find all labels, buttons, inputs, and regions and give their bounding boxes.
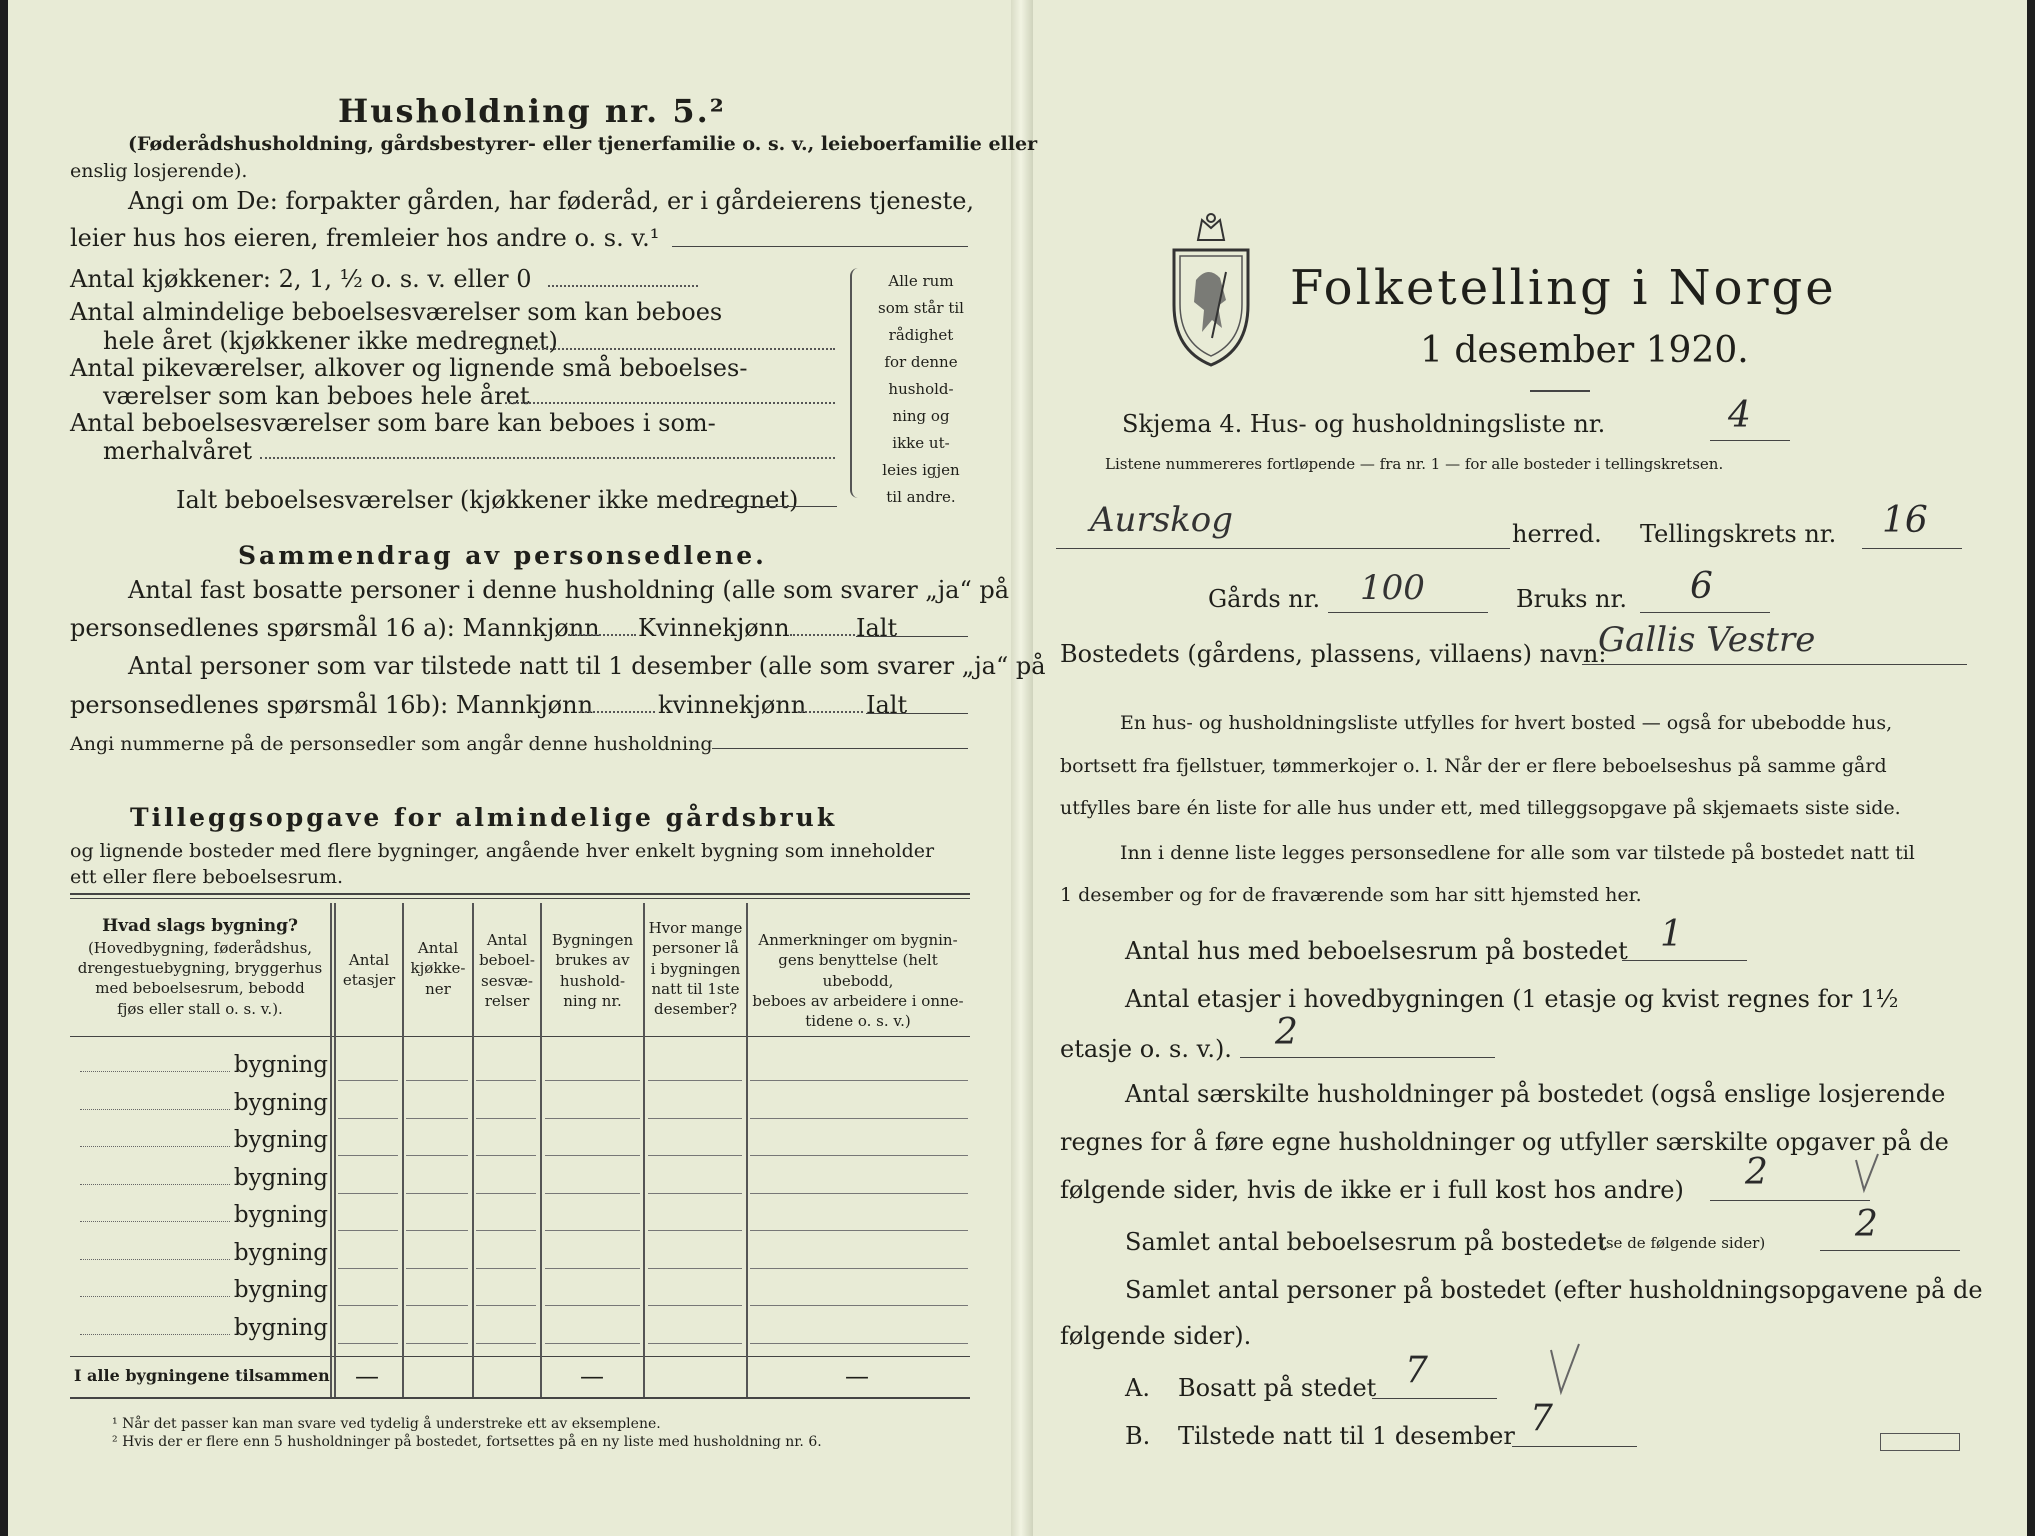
table-cell[interactable] — [406, 1193, 468, 1194]
saer-field[interactable] — [1710, 1200, 1870, 1201]
col-head-line: hushold- — [559, 971, 626, 990]
row-label: bygning — [233, 1127, 328, 1153]
tilstede-value[interactable]: 7 — [1530, 1398, 1553, 1439]
table-cell[interactable] — [648, 1230, 742, 1231]
table-cell[interactable] — [406, 1268, 468, 1269]
tilstede-label: Tilstede natt til 1 desember — [1178, 1422, 1515, 1450]
household-subtitle-1: (Føderådshusholdning, gårdsbestyrer- eller tjenerfamilie o. s. v., leieboerfamilie eller — [128, 133, 1038, 155]
tilstede-mann-field[interactable] — [580, 711, 655, 713]
angi-text-1: Angi om De: forpakter gården, har føderåd, er i gårdeierens tjeneste, — [128, 187, 975, 215]
title-rule — [1530, 390, 1590, 392]
bostedet-field[interactable] — [1582, 664, 1967, 665]
saer-label-1: Antal særskilte husholdninger på bostedet (også enslige losjerende — [1125, 1080, 1946, 1108]
col-head-line: brukes av — [555, 951, 630, 970]
household-title: Husholdning nr. 5.² — [338, 92, 726, 130]
tillegg-subtitle-2: ett eller flere beboelsesrum. — [70, 866, 344, 888]
table-cell[interactable] — [545, 1155, 640, 1156]
side-note-line: som står til — [878, 299, 964, 317]
table-cell[interactable] — [406, 1080, 468, 1081]
table-row — [70, 1165, 328, 1191]
table-cell[interactable] — [545, 1268, 640, 1269]
info-line-1: En hus- og husholdningsliste utfylles for hvert bosted — også for ubebodde hus, — [1120, 712, 1893, 734]
angi-text-2: leier hus hos eieren, fremleier hos andre o. s. v.¹ — [70, 224, 660, 252]
col-head-line: gens benyttelse (helt ubebodd, — [778, 951, 938, 990]
total-etasjer-dash: — — [355, 1362, 379, 1390]
col-desc-line: drengestuebygning, bryggerhus — [77, 959, 323, 978]
row-label: bygning — [233, 1239, 328, 1266]
pike-label-1: Antal pikeværelser, alkover og lignende små beboelses- — [70, 354, 748, 382]
table-cell[interactable] — [406, 1343, 468, 1344]
fast-text-2: personsedlenes spørsmål 16 a): Mannkjønn — [70, 614, 600, 642]
table-cell[interactable] — [406, 1305, 468, 1306]
nummerne-label: Angi nummerne på de personsedler som angår denne husholdning — [70, 733, 713, 755]
scan-edge-right — [2027, 0, 2035, 1536]
bruks-field[interactable] — [1640, 612, 1770, 613]
fast-text-1: Antal fast bosatte personer i denne husholdning (alle som svarer „ja“ på — [128, 576, 1010, 604]
col-head-line: Hvor mange — [648, 919, 743, 937]
hus-value[interactable]: 1 — [1660, 914, 1683, 955]
table-cell[interactable] — [338, 1155, 398, 1156]
tellingskrets-value[interactable]: 16 — [1882, 500, 1928, 541]
col-head-line: ning nr. — [563, 991, 622, 1010]
tillegg-subtitle-1: og lignende bosteder med flere bygninger, angående hver enkelt bygning som inneholder — [70, 840, 935, 862]
building-type-field[interactable] — [80, 1109, 230, 1110]
etasjer-field[interactable] — [1240, 1057, 1495, 1058]
table-cell[interactable] — [648, 1305, 742, 1306]
tilstede-ialt-label: Ialt — [866, 691, 908, 719]
col-head-line: Anmerkninger om bygnin- — [758, 931, 958, 949]
hus-field[interactable] — [1622, 960, 1747, 961]
table-cell[interactable] — [750, 1230, 968, 1231]
table-cell[interactable] — [648, 1193, 742, 1194]
col-head-line: personer lå — [652, 939, 739, 958]
building-type-field[interactable] — [80, 1334, 230, 1335]
coat-of-arms-icon — [1168, 210, 1254, 370]
samlet-rum-label: Samlet antal beboelsesrum på bostedet — [1125, 1228, 1607, 1256]
bruks-label: Bruks nr. — [1516, 585, 1627, 613]
building-type-field[interactable] — [80, 1146, 230, 1147]
bosatt-letter: A. — [1125, 1374, 1150, 1402]
etasjer-value[interactable]: 2 — [1275, 1012, 1298, 1053]
checkmark-icon — [1852, 1152, 1882, 1196]
col-husholdning-nr — [542, 930, 643, 1011]
total-husholdning-dash: — — [580, 1362, 604, 1390]
info-line-4: Inn i denne liste legges personsedlene for alle som var tilstede på bostedet natt til — [1120, 842, 1915, 864]
table-total-rule — [70, 1356, 970, 1357]
table-cell[interactable] — [750, 1268, 968, 1269]
tilstede-text-2: personsedlenes spørsmål 16b): Mannkjønn — [70, 691, 594, 719]
col-etasjer — [336, 950, 402, 991]
col-head-line: desember? — [654, 1000, 737, 1018]
table-bottom-rule — [70, 1397, 970, 1399]
table-top-rule-2 — [70, 898, 970, 899]
scan-edge-left — [0, 0, 8, 1536]
row-label: bygning — [233, 1277, 328, 1303]
etasjer-label-1: Antal etasjer i hovedbygningen (1 etasje og kvist regnes for 1½ — [1125, 985, 1899, 1013]
listene-note: Listene nummereres fortløpende — fra nr. 1 — for alle bosteder i tellingskretsen. — [1105, 455, 1724, 473]
col-personer — [645, 918, 746, 1019]
table-cell[interactable] — [545, 1118, 640, 1119]
table-row — [70, 1315, 328, 1341]
tilstede-kvinne-field[interactable] — [798, 711, 863, 713]
table-cell[interactable] — [750, 1305, 968, 1306]
bosatt-value[interactable]: 7 — [1405, 1350, 1428, 1391]
herred-field[interactable] — [1056, 548, 1510, 549]
building-type-field[interactable] — [80, 1071, 230, 1072]
fast-mann-field[interactable] — [568, 634, 636, 636]
form-date: 1 desember 1920. — [1420, 330, 1749, 371]
kjokkener-label: Antal kjøkkener: 2, 1, ½ o. s. v. eller 0 — [70, 265, 532, 293]
table-cell[interactable] — [476, 1155, 536, 1156]
info-line-5: 1 desember og for de fraværende som har sitt hjemsted her. — [1060, 884, 1642, 906]
samlet-personer-label-2: følgende sider). — [1060, 1322, 1252, 1350]
side-note-line: leies igjen — [882, 461, 960, 479]
form-title: Folketelling i Norge — [1290, 260, 1837, 316]
table-cell[interactable] — [648, 1343, 742, 1344]
bosatt-label: Bosatt på stedet — [1178, 1374, 1377, 1402]
col-anmerkninger — [748, 930, 968, 1031]
side-note-line: rådighet — [888, 326, 954, 344]
col-beboelsesvaerelser — [474, 930, 540, 1011]
col-kjokkener — [404, 938, 472, 999]
fast-kvinne-field[interactable] — [790, 634, 855, 636]
table-cell[interactable] — [476, 1305, 536, 1306]
table-header-rule — [70, 1036, 970, 1037]
col-head-line: beboel- — [479, 951, 535, 970]
nummerne-field[interactable] — [712, 748, 968, 749]
side-note-line: ning og — [892, 407, 950, 425]
table-cell[interactable] — [750, 1080, 968, 1081]
table-cell[interactable] — [750, 1155, 968, 1156]
col-head-line: Bygningen — [551, 931, 634, 949]
table-cell[interactable] — [338, 1118, 398, 1119]
checkmark-icon — [1545, 1340, 1585, 1400]
side-note-line: til andre. — [886, 488, 956, 506]
bostedet-value[interactable]: Gallis Vestre — [1598, 620, 1816, 660]
col-head-line: beboes av arbeidere i onne- — [752, 991, 964, 1010]
fast-ialt-field[interactable] — [856, 636, 968, 637]
footnote-1: ¹ Når det passer kan man svare ved tydelig å understreke ett av eksemplene. — [112, 1416, 661, 1432]
col-building-type-head: Hvad slags bygning? — [102, 916, 298, 936]
col-desc-line: (Hovedbygning, føderådshus, — [87, 938, 313, 957]
table-cell[interactable] — [545, 1080, 640, 1081]
table-cell[interactable] — [338, 1268, 398, 1269]
footnote-2: ² Hvis der er flere enn 5 husholdninger på bostedet, fortsettes på en ny liste med husholdning nr. 6. — [112, 1434, 822, 1450]
table-row — [70, 1202, 328, 1228]
total-label: I alle bygningene tilsammen — [74, 1366, 330, 1385]
col-desc-line: fjøs eller stall o. s. v.). — [117, 999, 283, 1018]
alm-label-1: Antal almindelige beboelsesværelser som kan beboes — [70, 298, 723, 326]
saer-label-2: regnes for å føre egne husholdninger og utfyller særskilte opgaver på de — [1060, 1128, 1949, 1156]
side-note-line: for denne — [884, 353, 958, 371]
table-cell[interactable] — [545, 1230, 640, 1231]
bostedet-label: Bostedets (gårdens, plassens, villaens) navn: — [1060, 640, 1607, 668]
herred-label: herred. — [1512, 520, 1602, 548]
table-cell[interactable] — [476, 1118, 536, 1119]
table-cell[interactable] — [545, 1305, 640, 1306]
angi-answer-line[interactable] — [672, 246, 968, 247]
table-top-rule — [70, 893, 970, 895]
table-row — [70, 1090, 328, 1116]
side-note-line: Alle rum — [888, 272, 954, 290]
total-anmerkning-dash: — — [845, 1362, 869, 1390]
sommer-label-2: merhalvåret — [103, 437, 253, 465]
gards-field[interactable] — [1328, 612, 1488, 613]
col-building-type — [72, 915, 328, 1019]
table-cell[interactable] — [750, 1343, 968, 1344]
ialt-field[interactable] — [712, 506, 837, 507]
side-note — [862, 268, 980, 511]
table-cell[interactable] — [406, 1230, 468, 1231]
hus-label: Antal hus med beboelsesrum på bostedet — [1125, 937, 1628, 965]
skjema-value[interactable]: 4 — [1728, 395, 1751, 436]
table-cell[interactable] — [338, 1343, 398, 1344]
col-head-line: natt til 1ste — [651, 979, 740, 998]
col-head-line: relser — [484, 991, 530, 1010]
tilstede-field[interactable] — [1512, 1446, 1637, 1447]
kjokkener-field[interactable] — [548, 285, 698, 287]
pike-field[interactable] — [505, 402, 835, 404]
col-head-line: Antal — [417, 939, 459, 957]
table-cell[interactable] — [406, 1155, 468, 1156]
skjema-field[interactable] — [1710, 440, 1790, 441]
page-fold — [1011, 0, 1033, 1536]
side-note-line: ikke ut- — [892, 434, 950, 452]
row-label: bygning — [233, 1089, 328, 1116]
gards-label: Gårds nr. — [1208, 585, 1321, 613]
row-label: bygning — [233, 1202, 328, 1228]
col-desc-line: med beboelsesrum, bebodd — [95, 979, 305, 998]
table-row — [70, 1240, 328, 1266]
info-line-2: bortsett fra fjellstuer, tømmerkojer o. l. Når der er flere beboelseshus på samme gård — [1060, 755, 1887, 777]
fast-ialt-label: Ialt — [856, 614, 898, 642]
col-head-line: tidene o. s. v.) — [805, 1012, 911, 1030]
col-head-line: kjøkke- — [410, 959, 466, 978]
tillegg-title: Tilleggsopgave for almindelige gårdsbruk — [130, 803, 838, 832]
table-cell[interactable] — [648, 1118, 742, 1119]
row-label: bygning — [233, 1314, 328, 1341]
alm-field[interactable] — [495, 348, 835, 350]
table-cell[interactable] — [750, 1193, 968, 1194]
col-head-line: sesvæ- — [481, 971, 533, 990]
col-head-line: etasjer — [342, 971, 396, 990]
row-label: bygning — [233, 1164, 328, 1191]
samlet-rum-field[interactable] — [1820, 1250, 1960, 1251]
tellingskrets-label: Tellingskrets nr. — [1640, 520, 1837, 548]
building-type-field[interactable] — [80, 1221, 230, 1222]
etasjer-label-2: etasje o. s. v.). — [1060, 1035, 1232, 1063]
bosatt-field[interactable] — [1372, 1398, 1497, 1399]
tilstede-kvinne-label: kvinnekjønn — [658, 691, 807, 719]
col-head-line: Antal — [348, 951, 390, 969]
brace — [850, 268, 858, 498]
table-cell[interactable] — [476, 1193, 536, 1194]
pike-label-2: værelser som kan beboes hele året — [103, 382, 530, 410]
fast-kvinne-label: Kvinnekjønn — [638, 614, 790, 642]
ialt-label: Ialt beboelsesværelser (kjøkkener ikke medregnet) — [176, 486, 799, 514]
printer-stamp — [1880, 1433, 1960, 1451]
col-head-line: ner — [425, 979, 451, 998]
table-cell[interactable] — [338, 1193, 398, 1194]
col-head-line: Antal — [486, 931, 528, 949]
table-cell[interactable] — [406, 1118, 468, 1119]
table-cell[interactable] — [545, 1343, 640, 1344]
tilstede-text-1: Antal personer som var tilstede natt til 1 desember (alle som svarer „ja“ på — [128, 652, 1046, 680]
sammendrag-title: Sammendrag av personsedlene. — [238, 541, 767, 570]
col-head-line: i bygningen — [650, 959, 741, 978]
skjema-label: Skjema 4. Hus- og husholdningsliste nr. — [1122, 410, 1606, 438]
sommer-label-1: Antal beboelsesværelser som bare kan beboes i som- — [70, 409, 716, 437]
building-type-field[interactable] — [80, 1184, 230, 1185]
samlet-rum-value[interactable]: 2 — [1855, 1204, 1878, 1245]
saer-label-3: følgende sider, hvis de ikke er i full kost hos andre) — [1060, 1176, 1684, 1204]
herred-value[interactable]: Aurskog — [1090, 500, 1233, 540]
household-subtitle-2: enslig losjerende). — [70, 160, 248, 182]
table-cell[interactable] — [648, 1080, 742, 1081]
table-cell[interactable] — [476, 1268, 536, 1269]
table-cell[interactable] — [338, 1230, 398, 1231]
tellingskrets-field[interactable] — [1862, 548, 1962, 549]
table-row — [70, 1052, 328, 1078]
table-cell[interactable] — [476, 1230, 536, 1231]
samlet-personer-label-1: Samlet antal personer på bostedet (efter husholdningsopgavene på de — [1125, 1276, 1983, 1304]
table-row — [70, 1127, 328, 1153]
tilstede-ialt-field[interactable] — [866, 713, 968, 714]
side-note-line: hushold- — [888, 380, 954, 398]
table-row — [70, 1277, 328, 1303]
row-label: bygning — [233, 1052, 328, 1078]
table-cell[interactable] — [476, 1080, 536, 1081]
bruks-value[interactable]: 6 — [1690, 566, 1713, 607]
building-type-field[interactable] — [80, 1259, 230, 1260]
gards-value[interactable]: 100 — [1360, 568, 1425, 608]
sommer-field[interactable] — [260, 457, 835, 459]
table-cell[interactable] — [338, 1305, 398, 1306]
table-cell[interactable] — [648, 1155, 742, 1156]
table-cell[interactable] — [545, 1193, 640, 1194]
saer-value[interactable]: 2 — [1745, 1152, 1768, 1193]
samlet-rum-note: (se de følgende sider) — [1600, 1234, 1766, 1252]
table-cell[interactable] — [648, 1268, 742, 1269]
table-cell[interactable] — [476, 1343, 536, 1344]
building-type-field[interactable] — [80, 1296, 230, 1297]
table-cell[interactable] — [750, 1118, 968, 1119]
tilstede-letter: B. — [1125, 1422, 1151, 1450]
alm-label-2: hele året (kjøkkener ikke medregnet) — [103, 327, 558, 355]
table-cell[interactable] — [338, 1080, 398, 1081]
info-line-3: utfylles bare én liste for alle hus under ett, med tilleggsopgave på skjemaets siste side. — [1060, 797, 1901, 819]
